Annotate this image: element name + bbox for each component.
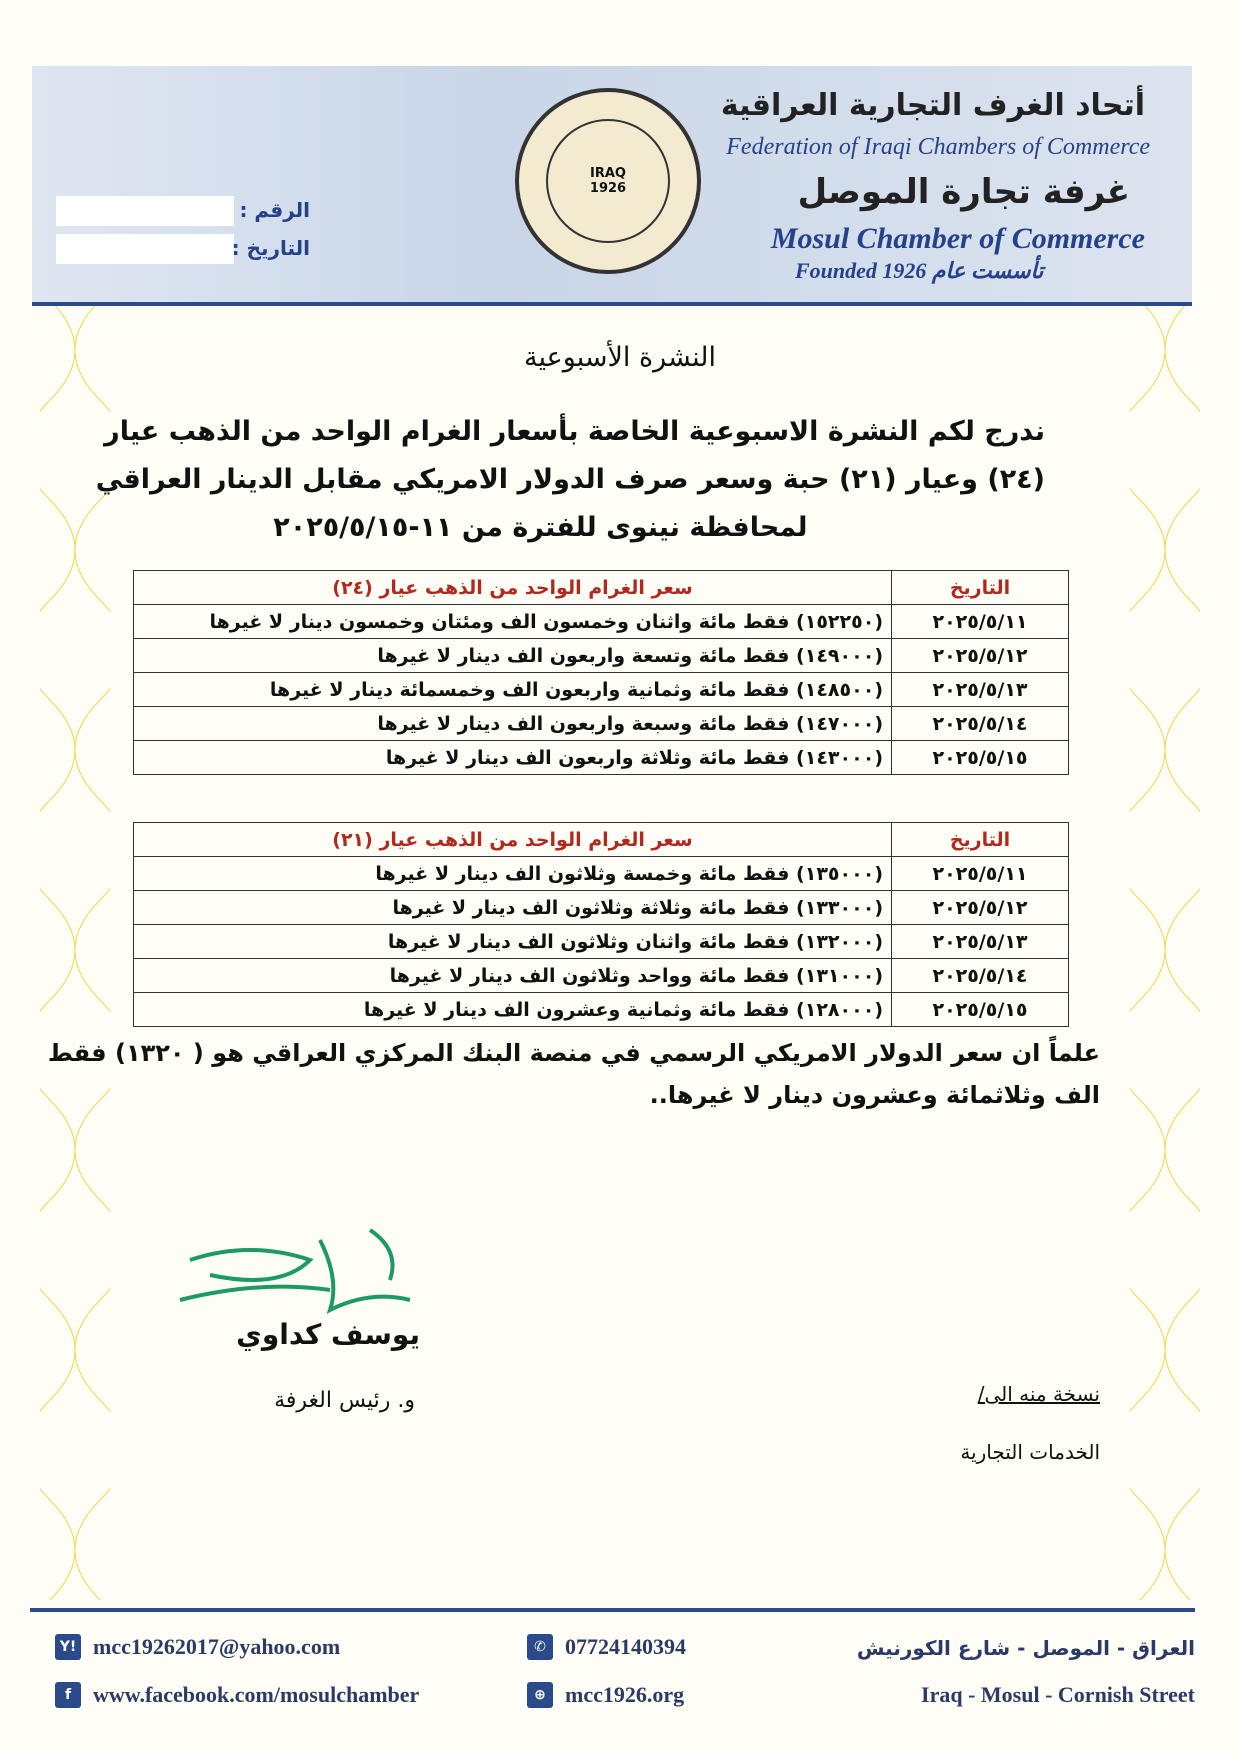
footer-address-arabic: العراق - الموصل - شارع الكورنيش xyxy=(856,1636,1195,1660)
date-column-header: التاريخ xyxy=(892,823,1069,857)
note-line: علماً ان سعر الدولار الامريكي الرسمي في منصة البنك المركزي العراقي هو ( ١٣٢٠) فقط xyxy=(47,1039,1100,1067)
email-link[interactable]: mcc19262017@yahoo.com xyxy=(93,1634,341,1659)
date-cell: ٢٠٢٥/٥/١١ xyxy=(892,605,1069,639)
founded-label: Founded 1926 تأسست عام xyxy=(795,258,1044,283)
price-column-header: سعر الغرام الواحد من الذهب عيار (٢٤) xyxy=(134,571,892,605)
note-line: الف وثلاثمائة وعشرون دينار لا غيرها.. xyxy=(649,1081,1100,1109)
intro-paragraph xyxy=(96,408,1045,552)
table-row xyxy=(134,891,1069,925)
copy-recipient: الخدمات التجارية xyxy=(960,1440,1100,1464)
price-cell: (١٤٩٠٠٠) فقط مائة وتسعة واربعون الف دينار لا غيرها xyxy=(134,639,892,673)
gold-21k-price-table xyxy=(133,822,1069,1027)
date-cell: ٢٠٢٥/٥/١١ xyxy=(892,857,1069,891)
website-link[interactable]: mcc1926.org xyxy=(565,1682,685,1707)
phone-number: 07724140394 xyxy=(565,1634,686,1659)
intro-line: (٢٤) وعيار (٢١) حبة وسعر صرف الدولار الامريكي مقابل الدينار العراقي xyxy=(95,464,1045,495)
footer-divider xyxy=(30,1608,1195,1612)
date-cell: ٢٠٢٥/٥/١٣ xyxy=(892,925,1069,959)
facebook-link[interactable]: www.facebook.com/mosulchamber xyxy=(93,1682,420,1707)
chamber-logo: IRAQ 1926 xyxy=(515,88,701,274)
date-label: التاريخ : xyxy=(231,236,310,260)
gold-24k-price-table xyxy=(133,570,1069,775)
yahoo-icon: Y! xyxy=(55,1634,81,1660)
price-cell: (١٣٥٠٠٠) فقط مائة وخمسة وثلاثون الف دينار لا غيرها xyxy=(134,857,892,891)
date-cell: ٢٠٢٥/٥/١٤ xyxy=(892,707,1069,741)
price-cell: (١٢٨٠٠٠) فقط مائة وثمانية وعشرون الف دينار لا غيرها xyxy=(134,993,892,1027)
copy-to-label: نسخة منه الى/ xyxy=(977,1382,1100,1406)
table-row xyxy=(134,993,1069,1027)
table-row xyxy=(134,857,1069,891)
date-cell: ٢٠٢٥/٥/١٢ xyxy=(892,639,1069,673)
signatory-role: و. رئيس الغرفة xyxy=(274,1388,415,1413)
reference-label: الرقم : xyxy=(239,198,310,222)
table-row xyxy=(134,959,1069,993)
intro-line: ندرج لكم النشرة الاسبوعية الخاصة بأسعار الغرام الواحد من الذهب عيار xyxy=(104,416,1045,447)
table-header-row xyxy=(134,571,1069,605)
table-row xyxy=(134,707,1069,741)
date-field xyxy=(56,234,234,264)
signature xyxy=(170,1220,440,1320)
date-cell: ٢٠٢٥/٥/١٤ xyxy=(892,959,1069,993)
price-cell: (١٥٢٢٥٠) فقط مائة واثنان وخمسون الف ومئتان وخمسون دينار لا غيرها xyxy=(134,605,892,639)
table-row xyxy=(134,925,1069,959)
reference-number-field xyxy=(56,196,234,226)
price-cell: (١٤٨٥٠٠) فقط مائة وثمانية واربعون الف وخمسمائة دينار لا غيرها xyxy=(134,673,892,707)
price-cell: (١٤٧٠٠٠) فقط مائة وسبعة واربعون الف دينار لا غيرها xyxy=(134,707,892,741)
date-cell: ٢٠٢٥/٥/١٥ xyxy=(892,741,1069,775)
federation-arabic: أتحاد الغرف التجارية العراقية xyxy=(720,88,1145,123)
intro-line: لمحافظة نينوى للفترة من ١١-٢٠٢٥/٥/١٥ xyxy=(273,512,808,543)
footer-address-english: Iraq - Mosul - Cornish Street xyxy=(921,1682,1195,1707)
chamber-english: Mosul Chamber of Commerce xyxy=(770,222,1145,255)
footer-email xyxy=(55,1634,340,1660)
date-cell: ٢٠٢٥/٥/١٢ xyxy=(892,891,1069,925)
price-cell: (١٣٢٠٠٠) فقط مائة واثنان وثلاثون الف دينار لا غيرها xyxy=(134,925,892,959)
federation-english: Federation of Iraqi Chambers of Commerce xyxy=(726,134,1150,160)
facebook-icon: f xyxy=(55,1682,81,1708)
table-row xyxy=(134,741,1069,775)
whatsapp-icon: ✆ xyxy=(527,1634,553,1660)
price-column-header: سعر الغرام الواحد من الذهب عيار (٢١) xyxy=(134,823,892,857)
footer-website xyxy=(527,1682,684,1708)
signatory-name: يوسف كداوي xyxy=(236,1318,420,1351)
dollar-rate-note xyxy=(48,1032,1100,1116)
date-cell: ٢٠٢٥/٥/١٥ xyxy=(892,993,1069,1027)
price-cell: (١٤٣٠٠٠) فقط مائة وثلاثة واربعون الف دينار لا غيرها xyxy=(134,741,892,775)
table-row xyxy=(134,639,1069,673)
table-row xyxy=(134,673,1069,707)
date-cell: ٢٠٢٥/٥/١٣ xyxy=(892,673,1069,707)
chamber-arabic: غرفة تجارة الموصل xyxy=(797,172,1130,212)
table-header-row xyxy=(134,823,1069,857)
bulletin-title: النشرة الأسبوعية xyxy=(524,342,716,373)
date-column-header: التاريخ xyxy=(892,571,1069,605)
decorative-border-right xyxy=(1130,300,1200,1600)
table-row xyxy=(134,605,1069,639)
footer-facebook xyxy=(55,1682,419,1708)
price-cell: (١٣١٠٠٠) فقط مائة وواحد وثلاثون الف دينار لا غيرها xyxy=(134,959,892,993)
price-cell: (١٣٣٠٠٠) فقط مائة وثلاثة وثلاثون الف دينار لا غيرها xyxy=(134,891,892,925)
globe-icon: ⊕ xyxy=(527,1682,553,1708)
footer-phone xyxy=(527,1634,686,1660)
